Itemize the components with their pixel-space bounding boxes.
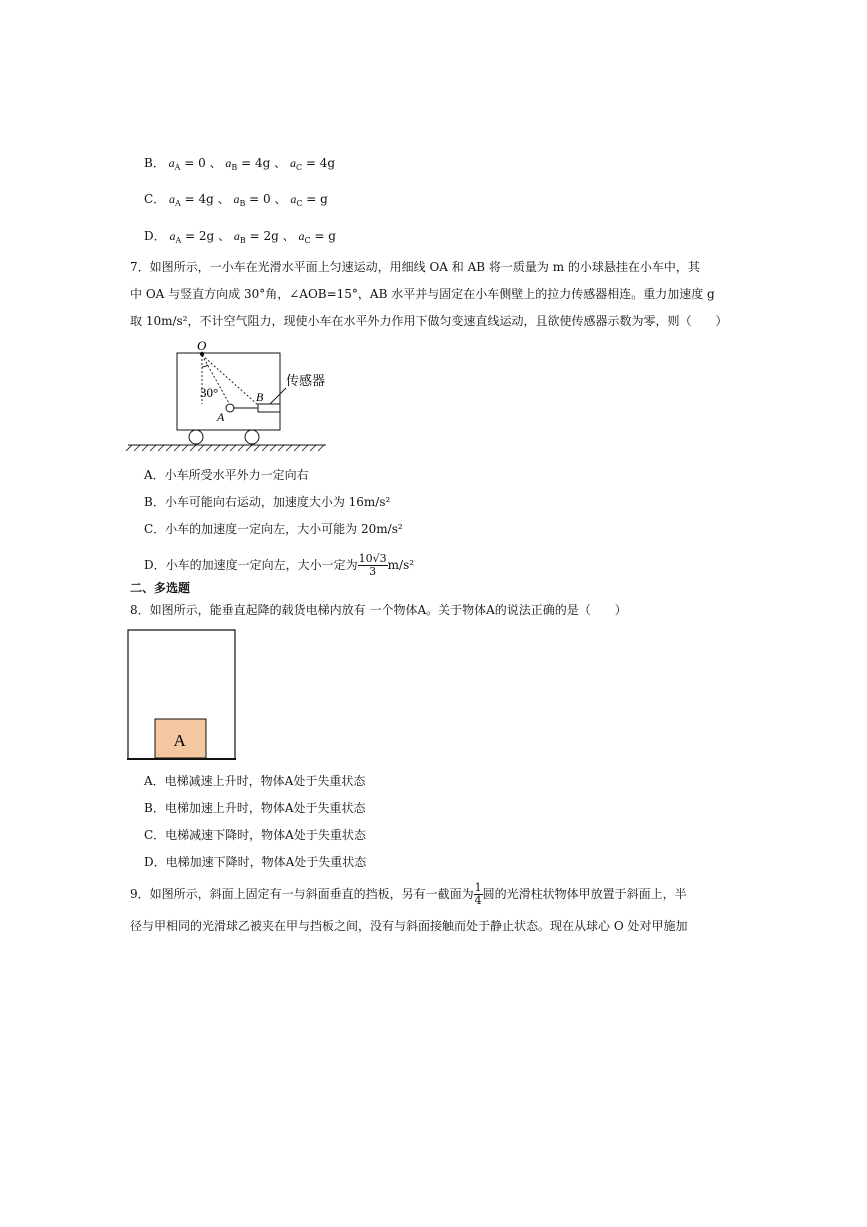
q7-stem-line1: 7．如图所示，一小车在光滑水平面上匀速运动，用细线 OA 和 AB 将一质量为 m 的小球悬挂在小车中，其 [130, 260, 700, 274]
q8-option-c: C．电梯减速下降时，物体A处于失重状态 [144, 828, 366, 842]
wheel-left [189, 430, 203, 444]
q7-option-b: B．小车可能向右运动，加速度大小为 16m/s² [144, 495, 391, 509]
q6-option-d: D． $a_A = 2g$ 、 $a_B = 2g$ 、 $a_C = g$ [144, 229, 336, 245]
q7-cart-diagram [124, 338, 334, 456]
label-o: O [197, 338, 207, 353]
q6-option-c: C． $a_A = 4g$ 、 $a_B = 0$ 、 $a_C = g$ [144, 192, 328, 208]
label-angle: 30° [200, 385, 219, 400]
label-a: A [217, 410, 225, 424]
q8-option-b: B．电梯加速上升时，物体A处于失重状态 [144, 801, 366, 815]
q6-option-b: B． $a_A = 0$ 、 $a_B = 4g$ 、 $a_C = 4g$ [144, 156, 336, 172]
section-title: 二、多选题 [130, 581, 191, 595]
fraction: $\frac{1}{4}$ [474, 881, 482, 907]
q7-option-a: A．小车所受水平外力一定向右 [144, 468, 309, 482]
label-b: B [256, 390, 264, 404]
q7-option-c: C．小车的加速度一定向左，大小可能为 20m/s² [144, 522, 403, 536]
wheel-right [245, 430, 259, 444]
q8-stem: 8．如图所示，能垂直起降的载货电梯内放有 一个物体A。关于物体A的说法正确的是（ ） [130, 603, 627, 617]
q9-stem-line2: 径与甲相同的光滑球乙被夹在甲与挡板之间，没有与斜面接触而处于静止状态。现在从球心 O 处对甲施加 [130, 919, 688, 933]
q8-option-d: D．电梯加速下降时，物体A处于失重状态 [144, 855, 367, 869]
q7-option-d: D．小车的加速度一定向左，大小一定为 $\frac{10√3}{3}$ m/s² [144, 552, 415, 578]
fraction: $\frac{10√3}{3}$ [358, 552, 387, 578]
ball-a [226, 404, 234, 412]
q7-stem-line3: 取 10m/s²，不计空气阻力，现使小车在水平外力作用下做匀变速直线运动，且欲使传感器示数为零，则（ ） [130, 314, 728, 328]
q7-stem-line2: 中 OA 与竖直方向成 30°角，∠AOB=15°，AB 水平并与固定在小车侧壁上的拉力传感器相连。重力加速度 g [130, 287, 715, 301]
label-sensor: 传感器 [286, 373, 326, 388]
q8-option-a: A．电梯减速上升时，物体A处于失重状态 [144, 774, 366, 788]
q9-stem-line1: 9．如图所示，斜面上固定有一与斜面垂直的挡板，另有一截面为 $\frac{1}{4}$ 圆的光滑柱状物体甲放置于斜面上，半 [130, 881, 687, 907]
sensor-box [258, 404, 280, 412]
q8-elevator-diagram [126, 628, 238, 762]
box-a-label: A [173, 731, 186, 750]
